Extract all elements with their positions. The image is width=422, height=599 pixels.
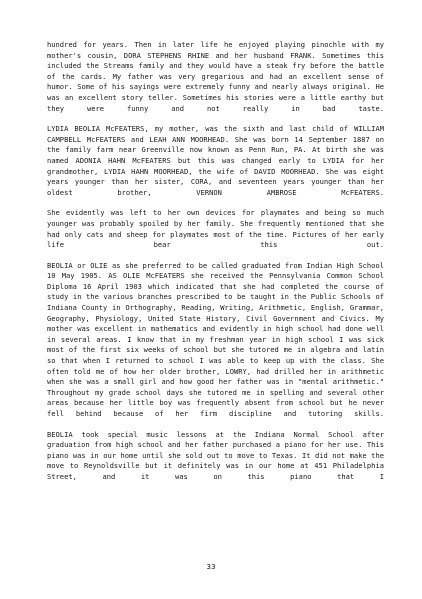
paragraph-mother-birth: LYDIA BEOLIA McFEATERS, my mother, was the sixth and last child of WILLIAM CAMPBELL McFEATERS and LEAH ANN MOORHEAD. She was born 14 September 1887 on the family farm near Greenville now known as Penn Run, PA. At birth she was named ADONIA HAHN McFEATERS but this was changed early to LYDIA for her grandmother, LYDIA HAHN MOORHEAD, the wife of DAVID MOORHEAD. She was eight years younger than her sister, CORA, and seventeen years younger than her oldest brother, VERNON AMBROSE McFEATERS. xyxy=(47,124,384,197)
paragraph-childhood-playmates: She evidently was left to her own devices for playmates and being so much younger was probably spoiled by her family. She frequently mentioned that she had only cats and sheep for playmates most of the time. Pictures of her early life bear this out. xyxy=(47,208,384,250)
paragraph-father-humor: hundred for years. Then in later life he enjoyed playing pinochle with my mother's cousin, DORA STEPHENS RHINE and her husband FRANK. Sometimes this included the Streams family and they would have a steak fry before the battle of the cards. My father was very gregarious and had an excellent sense of humor. Some of his sayings were extremely funny and nearly always original. He was an excellent story teller. Sometimes his stories were a little earthy but they were funny and not really in bad taste. xyxy=(47,40,384,113)
paragraph-education: BEOLIA or OLIE as she preferred to be called graduated from Indian High School 10 May 1905. AS OLIE McFEATERS she received the Pennsylvania Common School Diploma 16 April 1903 which indicated that she had completed the course of study in the various branches prescribed to be taught in the Public Schools of Indiana County in Orthography, Reading, Writing, Arithmetic, English, Grammar, Geography, Physiology, United State History, Civil Government and Civics. My mother was excellent in mathematics and evidently in high school had done well in several areas. I know that in my freshman year in high school I was sick most of the first six weeks of school but she tutored me in algebra and latin so that when I returned to school I was able to keep up with the class. She often told me of how her older brother, LOWRY, had drilled her in arithmetic when she was a small girl and how good her father was in "mental arithmetic." Throughout my grade school days she tutored me in spelling and several other areas because her little boy was frequently absent from school but he never fell behind because of her firm discipline and tutoring skills. xyxy=(47,260,384,418)
page-number: 33 xyxy=(206,562,216,571)
paragraph-music-lessons: BEOLIA took special music lessons at the Indiana Normal School after graduation from high school and her father purchased a piano for her use. This piano was in our home until she sold out to move to Texas. It did not make the move to Reynoldsville but it definitely was in our home at 451 Philadelphia Street, and it was on this piano that I xyxy=(47,429,384,481)
